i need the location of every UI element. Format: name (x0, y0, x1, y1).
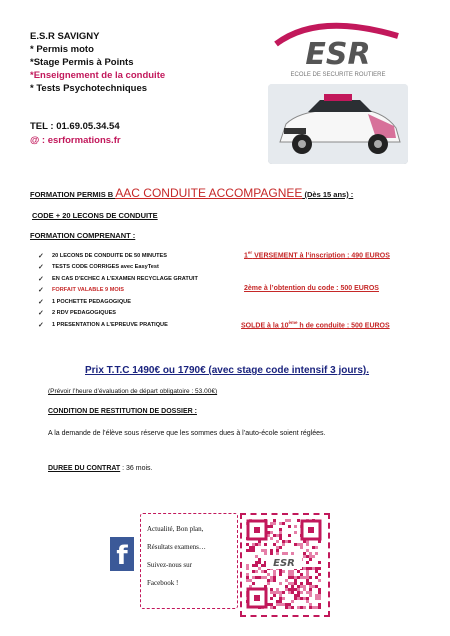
phone: TEL : 01.69.05.34.54 (30, 121, 120, 132)
service-moto: * Permis moto (30, 44, 94, 55)
title-suffix: (Dès 15 ans) : (302, 190, 354, 199)
list-item: ✓ FORFAIT VALABLE 9 MOIS (38, 287, 124, 295)
price-line: Prix T.T.C 1490€ ou 1790€ (avec stage code intensif 3 jours). (85, 365, 370, 376)
services-block (30, 30, 165, 95)
formation-items (38, 250, 238, 331)
formation-title (30, 186, 353, 200)
service-tests: * Tests Psychotechniques (30, 83, 148, 94)
conditions-title: CONDITION DE RESTITUTION DE DOSSIER : (48, 408, 197, 415)
esr-logo (258, 18, 418, 82)
title-main: AAC CONDUITE ACCOMPAGNEE (115, 186, 303, 200)
payment-balance: SOLDE à la 10ème h de conduite : 500 EUROS (241, 320, 390, 330)
facebook-text: Actualité, Bon plan, Résultats examens… Suivez-nous sur Facebook ! (147, 525, 206, 587)
check-icon: ✓ (38, 275, 44, 283)
code-line: CODE + 20 LECONS DE CONDUITE (32, 211, 158, 220)
check-icon: ✓ (38, 252, 44, 260)
list-item: ✓ 2 RDV PEDAGOGIQUES (38, 310, 117, 318)
contract-duration: DUREE DU CONTRAT : 36 mois. (48, 465, 153, 472)
service-stage: *Stage Permis à Points (30, 57, 134, 68)
logo-tagline: ECOLE DE SECURITE ROUTIERE (290, 72, 386, 78)
title-prefix: FORMATION PERMIS B (30, 190, 116, 199)
qr-code[interactable] (246, 519, 322, 609)
list-item: ✓ 20 LECONS DE CONDUITE DE 50 MINUTES (38, 252, 168, 260)
qr-logo-text: ESR (273, 558, 295, 569)
list-item: ✓ TESTS CODE CORRIGES avec EasyTest (38, 264, 159, 272)
car-photo (268, 84, 408, 164)
company-name: E.S.R SAVIGNY (30, 31, 100, 42)
check-icon: ✓ (38, 321, 44, 329)
evaluation-note: (Prévoir l’heure d’évaluation de départ obligatoire : 53.00€) (48, 388, 218, 395)
conditions-text: A la demande de l’élève sous réserve que les sommes dues à l’auto-école soient réglées. (48, 430, 326, 437)
check-icon: ✓ (38, 298, 44, 306)
check-icon: ✓ (38, 264, 44, 272)
list-item: ✓ 1 POCHETTE PEDAGOGIQUE (38, 298, 131, 306)
list-item: ✓ EN CAS D’ECHEC A L’EXAMEN RECYCLAGE GRATUIT (38, 275, 198, 283)
check-icon: ✓ (38, 310, 44, 318)
formation-comprenant: FORMATION COMPRENANT : (30, 231, 136, 240)
check-icon: ✓ (38, 287, 44, 295)
service-enseignement: *Enseignement de la conduite (30, 70, 166, 81)
contact-block (30, 120, 121, 148)
payment-first: 1er VERSEMENT à l’inscription : 490 EUROS (244, 250, 390, 260)
website-link[interactable]: @ : esrformations.fr (30, 135, 121, 146)
list-item: ✓ 1 PRESENTATION A L’EPREUVE PRATIQUE (38, 321, 168, 329)
facebook-icon[interactable]: f (110, 537, 134, 571)
logo-text: ESR (305, 37, 371, 72)
payment-second: 2ème à l’obtention du code : 500 EUROS (244, 285, 379, 292)
